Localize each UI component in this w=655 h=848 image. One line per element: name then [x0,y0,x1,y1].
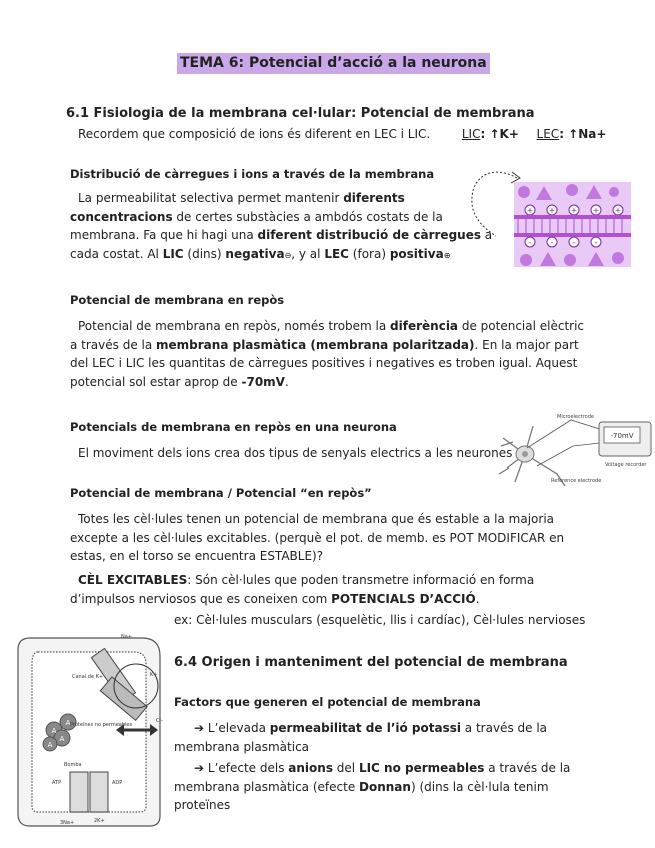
text: L’elevada [207,721,270,735]
anion-label: A [47,741,53,749]
anion-label: A [65,719,71,727]
text: La permeabilitat selectiva permet mantenir [78,191,344,205]
section-6-1-heading: 6.1 Fisiologia de la membrana cel·lular: Potencial de membrana [66,106,535,121]
text: a cada costat. Al [70,228,493,261]
text-bold: LIC no permeables [358,761,485,775]
neuron-resting-heading: Potencials de membrana en repòs en una neurona [70,420,397,434]
text: de potencial elèctric a través de la [70,319,585,352]
ions-intro [78,125,606,144]
svg-text:+: + [526,206,534,215]
svg-text:-: - [594,238,598,248]
text-bold: LEC [324,246,349,261]
page-title: TEMA 6: Potencial d’acció a la neurona [177,53,490,74]
anion-label: A [59,735,65,743]
text-bold: anions [288,761,333,775]
lec-label: LEC [536,127,560,141]
svg-text:+: + [570,206,578,215]
adp-label: ADP [112,780,123,786]
text: , y al [291,246,325,261]
factor-potassium [174,719,574,756]
text: a través de la membrana plasmàtica [174,721,548,754]
section-6-4-heading: 6.4 Origen i manteniment del potencial de membrana [174,655,568,670]
curved-arrow-icon [462,164,522,244]
svg-text:-: - [550,238,554,248]
svg-text:+: + [614,206,622,215]
resting-potential-heading: Potencial de membrana en repòs [70,293,285,307]
lic-value: : ↑K+ [480,127,519,141]
svg-text:-: - [572,238,576,248]
text-bold: negativa [225,246,285,261]
voltage-readout: -70mV [610,432,634,440]
text-bold: diferents concentracions [70,191,405,224]
text: : Són cèl·lules que poden transmetre informació en forma d’impulsos nerviosos que es coneixen com [70,573,535,606]
voltage-recorder-label: Voltage recorder [605,462,647,468]
text: L’efecte dels [207,761,289,775]
text-bold: diferència [390,319,459,333]
lec-value: : ↑Na+ [559,127,607,141]
excitable-examples: ex: Cèl·lules musculars (esquelètic, llis i cardíac), Cèl·lules nervioses [174,613,586,627]
stable-potential-paragraph: Totes les cèl·lules tenen un potencial de membrana que és estable a la majoria excepte a les cèl·lules excitables. (perquè el pot. de memb. es POT MODIFICAR en estas, en el torso se encuentra ESTABLE)? [70,512,565,564]
neuron-signals-text: El moviment dels ions crea dos tipus de senyals electrics a les neurones [78,446,513,460]
resting-potential-paragraph [70,317,588,391]
svg-text:+: + [548,206,556,215]
text: (dins) [183,246,226,261]
text: Potencial de membrana en repòs, només trobem la [78,319,391,333]
text: . En la major part del LEC i LIC les quantitas de càrregues positives i negatives es troben igual. Aquest potencial sol estar aprop de [70,337,579,389]
arrow-icon: ➔ [194,761,205,775]
na-in-label: 3Na+ [60,820,75,826]
atp-label: ATP [52,780,62,786]
text-bold: positiva [389,246,444,261]
ions-intro-text: Recordem que composició de ions és diferent en LEC i LIC. [78,127,431,141]
text-bold: POTENCIALS D’ACCIÓ [331,591,476,606]
neuron-voltmeter-figure [497,408,655,488]
arrow-icon: ➔ [194,721,205,735]
reference-electrode-label: Reference electrode [551,478,602,484]
text: (fora) [348,246,390,261]
text: del [332,761,359,775]
text-bold: diferent distribució de càrregues [257,228,481,243]
membrane-potential-heading: Potencial de membrana / Potencial “en repòs” [70,486,372,500]
k-out-label: K+ [150,672,158,678]
membrane-charges-image [514,182,631,267]
channel-label: Canal de K+ [72,674,104,680]
text-bold: Donnan [359,779,411,794]
text-bold: permeabilitat de l’ió potassi [269,721,461,735]
text: . [284,374,289,389]
lic-label: LIC [461,127,481,141]
excitable-cells-paragraph [70,571,590,608]
microelectrode-label: Microelectrode [557,414,594,420]
text: ) (dins la cèl·lula tenim proteïnes [174,779,549,813]
plus-icon: ⊕ [443,250,451,260]
svg-text:-: - [528,238,532,248]
cell-potential-figure [10,626,168,830]
text-bold: CÈL EXCITABLES [78,573,188,587]
cl-out-label: Cl- [156,718,163,724]
text: de certes substàcies a ambdós costats de la membrana. Fa que hi hagi una [70,209,443,243]
distribution-heading: Distribució de càrregues i ions a través de la membrana [70,167,435,181]
svg-text:+: + [592,206,600,215]
text: . [475,591,480,606]
text-bold: LIC [162,246,184,261]
na-out-label: Na+ [121,634,132,640]
text: a través de la membrana plasmàtica (efecte [174,761,571,794]
text-bold: -70mV [241,374,285,389]
anion-label: A [51,727,57,735]
k-in-label: 2K+ [94,818,105,824]
factors-heading: Factors que generen el potencial de membrana [174,695,481,709]
minus-icon: ⊖ [284,250,292,260]
pump-label: Bomba [64,762,82,768]
distribution-paragraph [70,189,506,263]
text-bold: membrana plasmàtica (membrana polaritzada) [156,337,475,352]
anions-label: Proteïnes no permeables [70,722,133,728]
factor-anions [174,759,594,815]
